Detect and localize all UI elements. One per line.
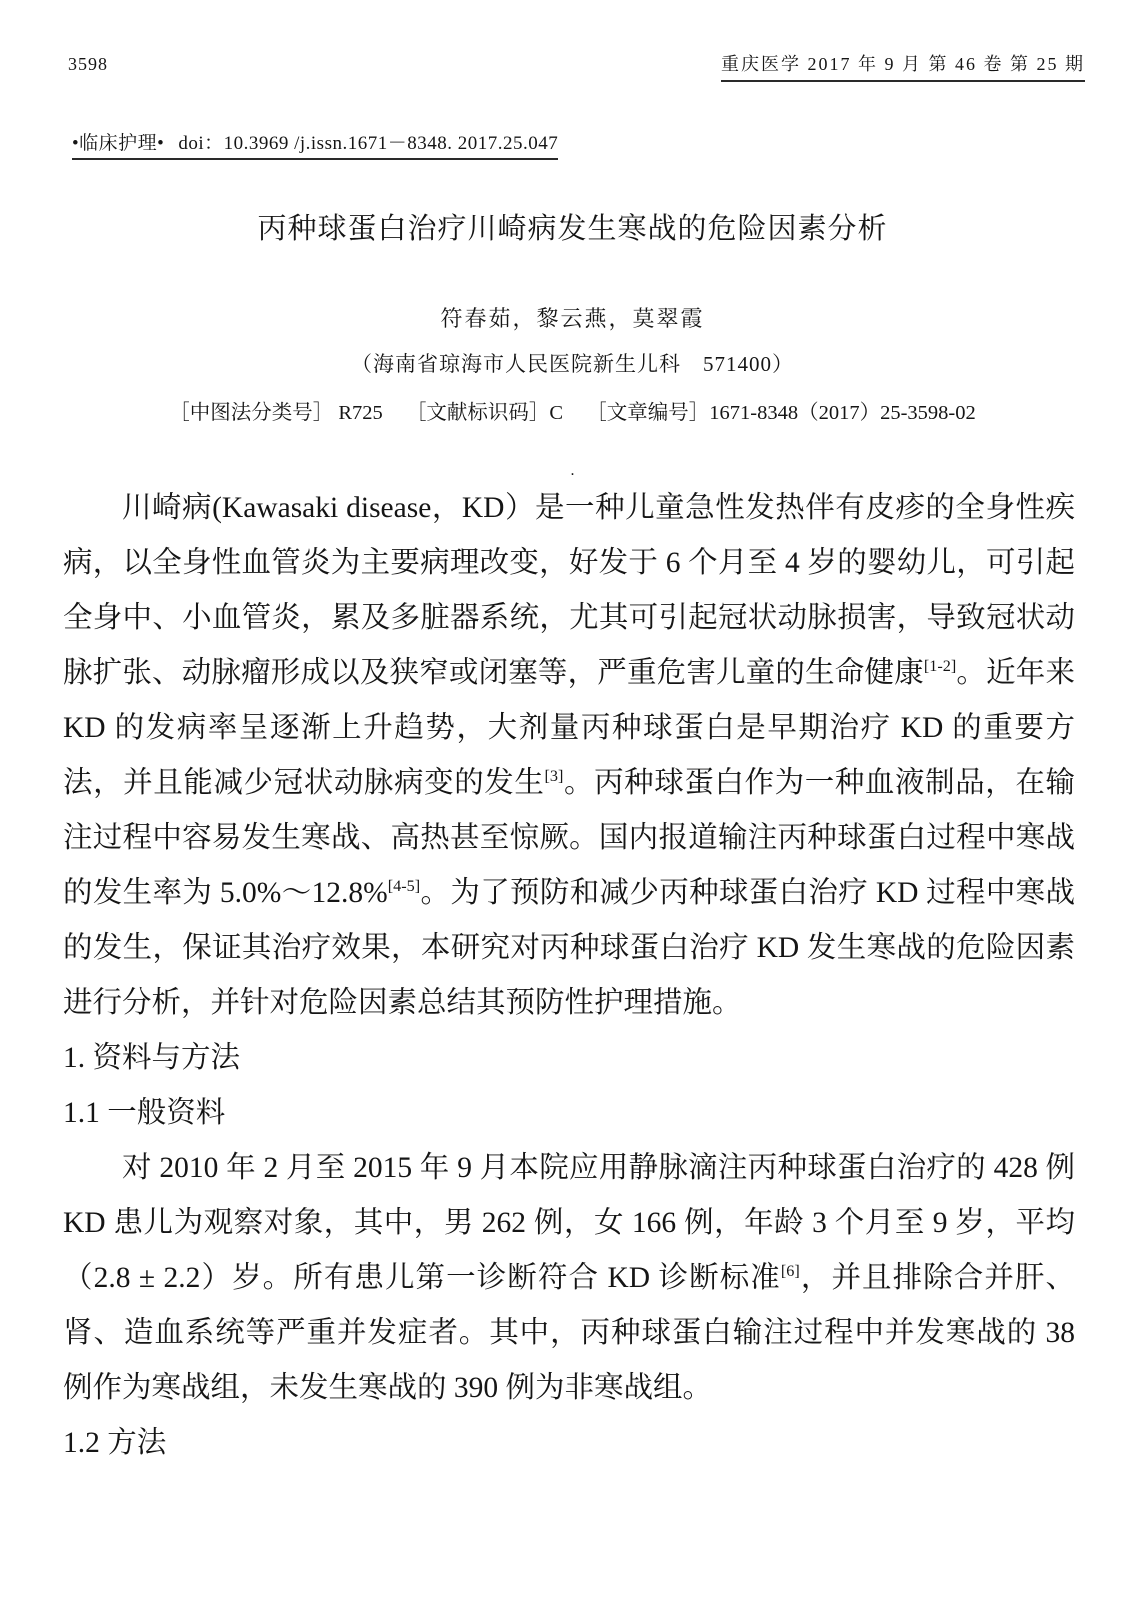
column-doi-line bbox=[72, 128, 558, 160]
citation-ref: [1-2] bbox=[923, 657, 957, 676]
column-label: •临床护理• bbox=[72, 133, 165, 154]
subsection-heading-general-data: 1.1 一般资料 bbox=[63, 1097, 226, 1129]
doi-text: doi：10.3969 /j.issn.1671－8348. 2017.25.047 bbox=[178, 133, 559, 154]
general-data-run-2: ，并且排除合并肝、肾、造血系统等严重并发症者。其中，丙种球蛋白输注过程中并发寒战的 38 例作为寒战组，未发生寒战的 390 例为非寒战组。 bbox=[63, 1262, 1075, 1404]
article-affiliation: （海南省琼海市人民医院新生儿科 571400） bbox=[351, 352, 794, 376]
running-head bbox=[68, 50, 1085, 82]
citation-ref: [3] bbox=[544, 767, 564, 786]
intro-run-3: 。丙种球蛋白作为一种血液制品，在输注过程中容易发生寒战、高热甚至惊厥。国内报道输注丙种球蛋白过程中寒战的发生率为 5.0%～12.8% bbox=[63, 767, 1075, 909]
section-heading-materials-methods: 1. 资料与方法 bbox=[63, 1042, 241, 1074]
general-data-paragraph bbox=[63, 1141, 1075, 1416]
document-code: ［文献标识码］C bbox=[405, 402, 564, 424]
stray-period-mark: . bbox=[570, 462, 575, 479]
article-meta-line bbox=[0, 395, 1145, 425]
general-data-run-1: 对 2010 年 2 月至 2015 年 9 月本院应用静脉滴注丙种球蛋白治疗的 428 例 KD 患儿为观察对象，其中，男 262 例，女 166 例，年龄 3 个月至 9 岁，平均（2.8 ± 2.2）岁。所有患儿第一诊断符合 KD 诊断标准 bbox=[63, 1152, 1075, 1294]
article-id: ［文章编号］1671-8348（2017）25-3598-02 bbox=[586, 402, 976, 424]
clc-number: ［中图法分类号］ R725 bbox=[169, 402, 383, 424]
intro-run-4: 。为了预防和减少丙种球蛋白治疗 KD 过程中寒战的发生，保证其治疗效果，本研究对丙种球蛋白治疗 KD 发生寒战的危险因素进行分析，并针对危险因素总结其预防性护理措施。 bbox=[63, 877, 1076, 1019]
intro-run-2: 。近年来 KD 的发病率呈逐渐上升趋势，大剂量丙种球蛋白是早期治疗 KD 的重要方法，并且能减少冠状动脉病变的发生 bbox=[63, 657, 1075, 799]
article-body bbox=[63, 481, 1075, 1471]
intro-paragraph bbox=[63, 481, 1075, 1031]
journal-issue-line: 重庆医学 2017 年 9 月 第 46 卷 第 25 期 bbox=[721, 50, 1085, 82]
intro-run-1: 川崎病(Kawasaki disease，KD）是一种儿童急性发热伴有皮疹的全身性疾病，以全身性血管炎为主要病理改变，好发于 6 个月至 4 岁的婴幼儿，可引起全身中、小血管炎，累及多脏器系统，尤其可引起冠状动脉损害，导致冠状动脉扩张、动脉瘤形成以及狭窄或闭塞等，严重危害儿童的生命健康 bbox=[63, 492, 1075, 689]
citation-ref: [6] bbox=[780, 1262, 800, 1281]
article-title: 丙种球蛋白治疗川崎病发生寒战的危险因素分析 bbox=[257, 213, 888, 245]
page-number: 3598 bbox=[68, 54, 108, 74]
citation-ref: [4-5] bbox=[387, 877, 421, 896]
subsection-heading-methods: 1.2 方法 bbox=[63, 1427, 167, 1459]
article-authors: 符春茹，黎云燕，莫翠霞 bbox=[440, 306, 705, 331]
